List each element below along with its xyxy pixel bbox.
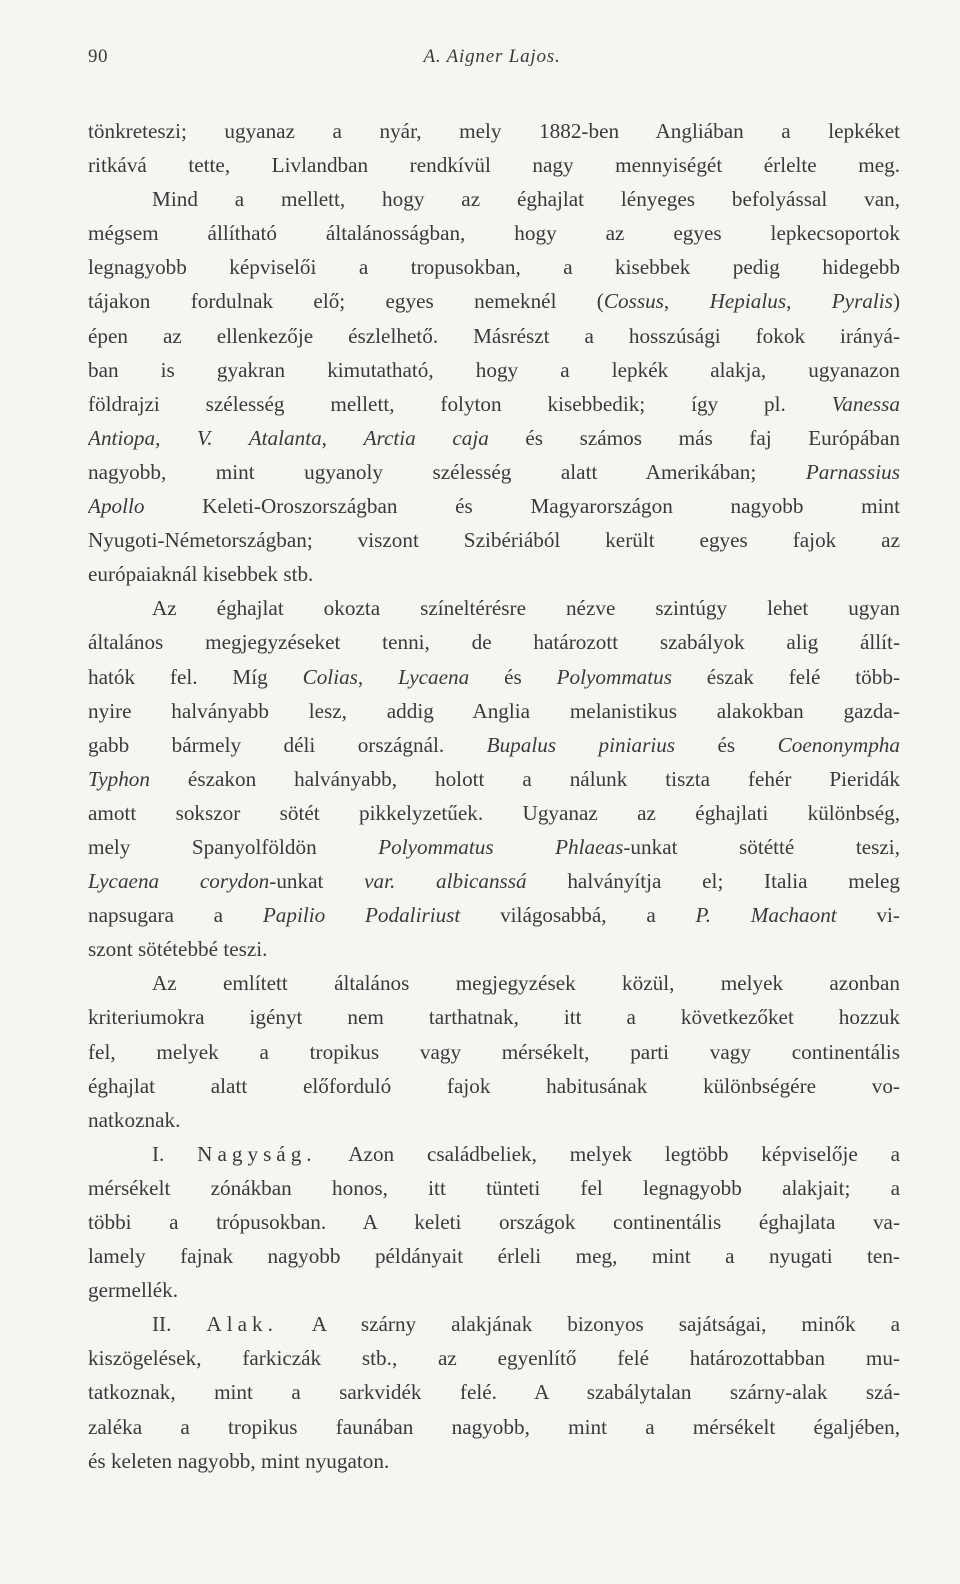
running-head: A. Aigner Lajos. — [423, 46, 561, 67]
italic-term: var. albicanssá — [364, 869, 527, 894]
text-segment: vi- — [836, 903, 900, 928]
italic-term: Polyommatus — [556, 664, 672, 689]
italic-term: Lycaena — [398, 664, 470, 689]
text-line — [88, 1410, 900, 1444]
page-header — [88, 46, 896, 76]
text-line — [88, 898, 900, 932]
text-segment: , — [786, 289, 832, 314]
text-line — [88, 216, 900, 250]
italic-term: Arctia caja — [363, 425, 489, 450]
text-line — [88, 1341, 900, 1375]
text-segment: I. — [152, 1141, 198, 1166]
text-line — [88, 728, 900, 762]
italic-term: Colias — [302, 664, 358, 689]
text-line — [88, 1035, 900, 1069]
text-segment: napsugara a — [88, 903, 263, 928]
body-text — [88, 114, 900, 1478]
text-line — [88, 387, 900, 421]
italic-term: Polyommatus Phlaeas — [378, 834, 624, 859]
text-segment: földrajzi szélesség mellett, folyton kisebbedik; így pl. — [88, 391, 832, 416]
italic-term: Cossus — [603, 289, 664, 314]
italic-term: Hepialus — [709, 289, 787, 314]
text-line — [88, 1000, 900, 1034]
text-line — [88, 694, 900, 728]
text-line — [88, 353, 900, 387]
italic-term: Bupalus piniarius — [486, 732, 676, 757]
text-segment: II. — [152, 1312, 207, 1337]
text-line — [88, 1307, 900, 1341]
text-line — [88, 114, 900, 148]
spaced-heading: Alak. — [206, 1312, 278, 1337]
text-segment: halványítja el; Italia meleg — [526, 869, 900, 894]
text-segment: tönkreteszi; ugyanaz a nyár, mely 1882-ben Angliában a lepkéket — [88, 119, 900, 143]
text-segment: germellék. — [88, 1278, 179, 1303]
text-segment: , — [155, 425, 197, 450]
text-segment: -unkat — [269, 869, 365, 894]
text-line — [88, 284, 900, 318]
italic-term: Parnassius — [805, 459, 900, 484]
text-segment: éghajlat alatt előforduló fajok habitusának különbségére vo- — [88, 1073, 900, 1098]
text-segment: mely Spanyolföldön — [88, 834, 379, 859]
text-line — [88, 1171, 900, 1205]
text-line — [88, 625, 900, 659]
text-segment: Azon családbeliek, melyek legtöbb képviselője a — [316, 1141, 900, 1166]
text-line — [88, 796, 900, 830]
text-line — [88, 830, 900, 864]
page-number: 90 — [88, 46, 108, 67]
text-segment: kiszögelések, farkiczák stb., az egyenlítő felé határozottabban mu- — [88, 1346, 900, 1371]
spaced-heading: Nagyság. — [197, 1141, 317, 1166]
text-segment: világosabbá, a — [460, 903, 696, 928]
text-segment: Az éghajlat okozta színeltérésre nézve szintúgy lehet ugyan — [152, 596, 900, 621]
text-segment: gabb bármely déli országnál. — [88, 732, 487, 757]
text-line — [88, 523, 900, 557]
text-line — [88, 591, 900, 625]
text-segment: és számos más faj Európában — [488, 425, 900, 450]
text-segment: legnagyobb képviselői a tropusokban, a kisebbek pedig hidegebb — [88, 255, 900, 280]
text-line — [88, 182, 900, 216]
text-segment: mégsem állítható általánosságban, hogy az egyes lepkecsoportok — [88, 221, 900, 246]
text-segment: ) — [892, 289, 900, 314]
text-segment: többi a trópusokban. A keleti országok continentális éghajlata va- — [88, 1210, 900, 1234]
text-segment: kriteriumokra igényt nem tarthatnak, itt a következőket hozzuk — [88, 1005, 900, 1030]
text-segment: mérsékelt zónákban honos, itt tünteti fel legnagyobb alakjait; a — [88, 1175, 900, 1200]
text-line — [88, 148, 900, 182]
italic-term: Antiopa — [88, 425, 156, 450]
text-segment: , — [321, 425, 364, 450]
italic-term: V. Atalanta — [196, 425, 322, 450]
text-segment: északon halványabb, holott a nálunk tiszta fehér Pieridák — [150, 766, 900, 791]
text-line — [88, 966, 900, 1000]
text-line — [88, 762, 900, 796]
text-segment: és — [469, 664, 557, 689]
text-line — [88, 864, 900, 898]
text-segment: észak felé több- — [671, 664, 900, 689]
text-line — [88, 557, 900, 591]
text-segment: szont sötétebbé teszi. — [88, 937, 268, 962]
text-segment: ban is gyakran kimutatható, hogy a lepkék alakja, ugyanazon — [88, 357, 900, 382]
text-segment: hatók fel. Míg — [88, 664, 303, 689]
italic-term: Pyralis — [831, 289, 893, 314]
text-segment: , — [663, 289, 710, 314]
text-line — [88, 455, 900, 489]
italic-term: Papilio Podaliriust — [262, 903, 461, 928]
text-line — [88, 1137, 900, 1171]
italic-term: Apollo — [88, 494, 145, 519]
text-line — [88, 1273, 900, 1307]
text-line — [88, 932, 900, 966]
italic-term: Vanessa — [831, 391, 900, 416]
text-segment: -unkat sötétté teszi, — [623, 834, 900, 859]
text-line — [88, 1205, 900, 1239]
text-segment: amott sokszor sötét pikkelyzetűek. Ugyanaz az éghajlati különbség, — [88, 800, 900, 825]
text-segment: nagyobb, mint ugyanoly szélesség alatt Amerikában; — [88, 459, 806, 484]
text-line — [88, 421, 900, 455]
text-line — [88, 1444, 900, 1478]
text-segment: lamely fajnak nagyobb példányait érleli meg, mint a nyugati ten- — [88, 1244, 900, 1269]
text-segment: európaiaknál kisebbek stb. — [88, 562, 314, 587]
text-segment: ritkává tette, Livlandban rendkívül nagy mennyiségét érlelte meg. — [88, 153, 900, 178]
text-line — [88, 1375, 900, 1409]
text-segment: Keleti-Oroszországban és Magyarországon nagyobb mint — [144, 494, 900, 519]
text-segment: Mind a mellett, hogy az éghajlat lényeges befolyással van, — [152, 187, 900, 212]
text-segment: natkoznak. — [88, 1107, 181, 1132]
text-line — [88, 250, 900, 284]
italic-term: Typhon — [88, 766, 150, 791]
text-segment: nyire halványabb lesz, addig Anglia melanistikus alakokban gazda- — [88, 698, 900, 723]
italic-term: Coenonympha — [777, 732, 900, 757]
text-segment: , — [357, 664, 399, 689]
text-segment: tájakon fordulnak elő; egyes nemeknél ( — [88, 289, 604, 314]
italic-term: P. Machaont — [695, 903, 837, 928]
text-segment: általános megjegyzéseket tenni, de határozott szabályok alig állít- — [88, 630, 900, 655]
text-line — [88, 1103, 900, 1137]
text-segment: és keleten nagyobb, mint nyugaton. — [88, 1448, 390, 1473]
text-segment: zaléka a tropikus faunában nagyobb, mint a mérsékelt égaljében, — [88, 1414, 900, 1439]
text-segment: Az említett általános megjegyzések közül, melyek azonban — [152, 971, 900, 996]
text-segment: fel, melyek a tropikus vagy mérsékelt, parti vagy continentális — [88, 1039, 900, 1064]
text-segment: A szárny alakjának bizonyos sajátságai, minők a — [277, 1312, 900, 1337]
text-segment: tatkoznak, mint a sarkvidék felé. A szabálytalan szárny-alak szá- — [88, 1380, 900, 1405]
text-segment: épen az ellenkezője észlelhető. Másrészt a hosszúsági fokok irányá- — [88, 323, 900, 348]
text-segment: Nyugoti-Németországban; viszont Szibériából került egyes fajok az — [88, 528, 900, 553]
text-segment: és — [675, 732, 778, 757]
text-line — [88, 489, 900, 523]
text-line — [88, 1239, 900, 1273]
text-line — [88, 660, 900, 694]
text-line — [88, 1069, 900, 1103]
italic-term: Lycaena corydon — [88, 869, 270, 894]
text-line — [88, 319, 900, 353]
